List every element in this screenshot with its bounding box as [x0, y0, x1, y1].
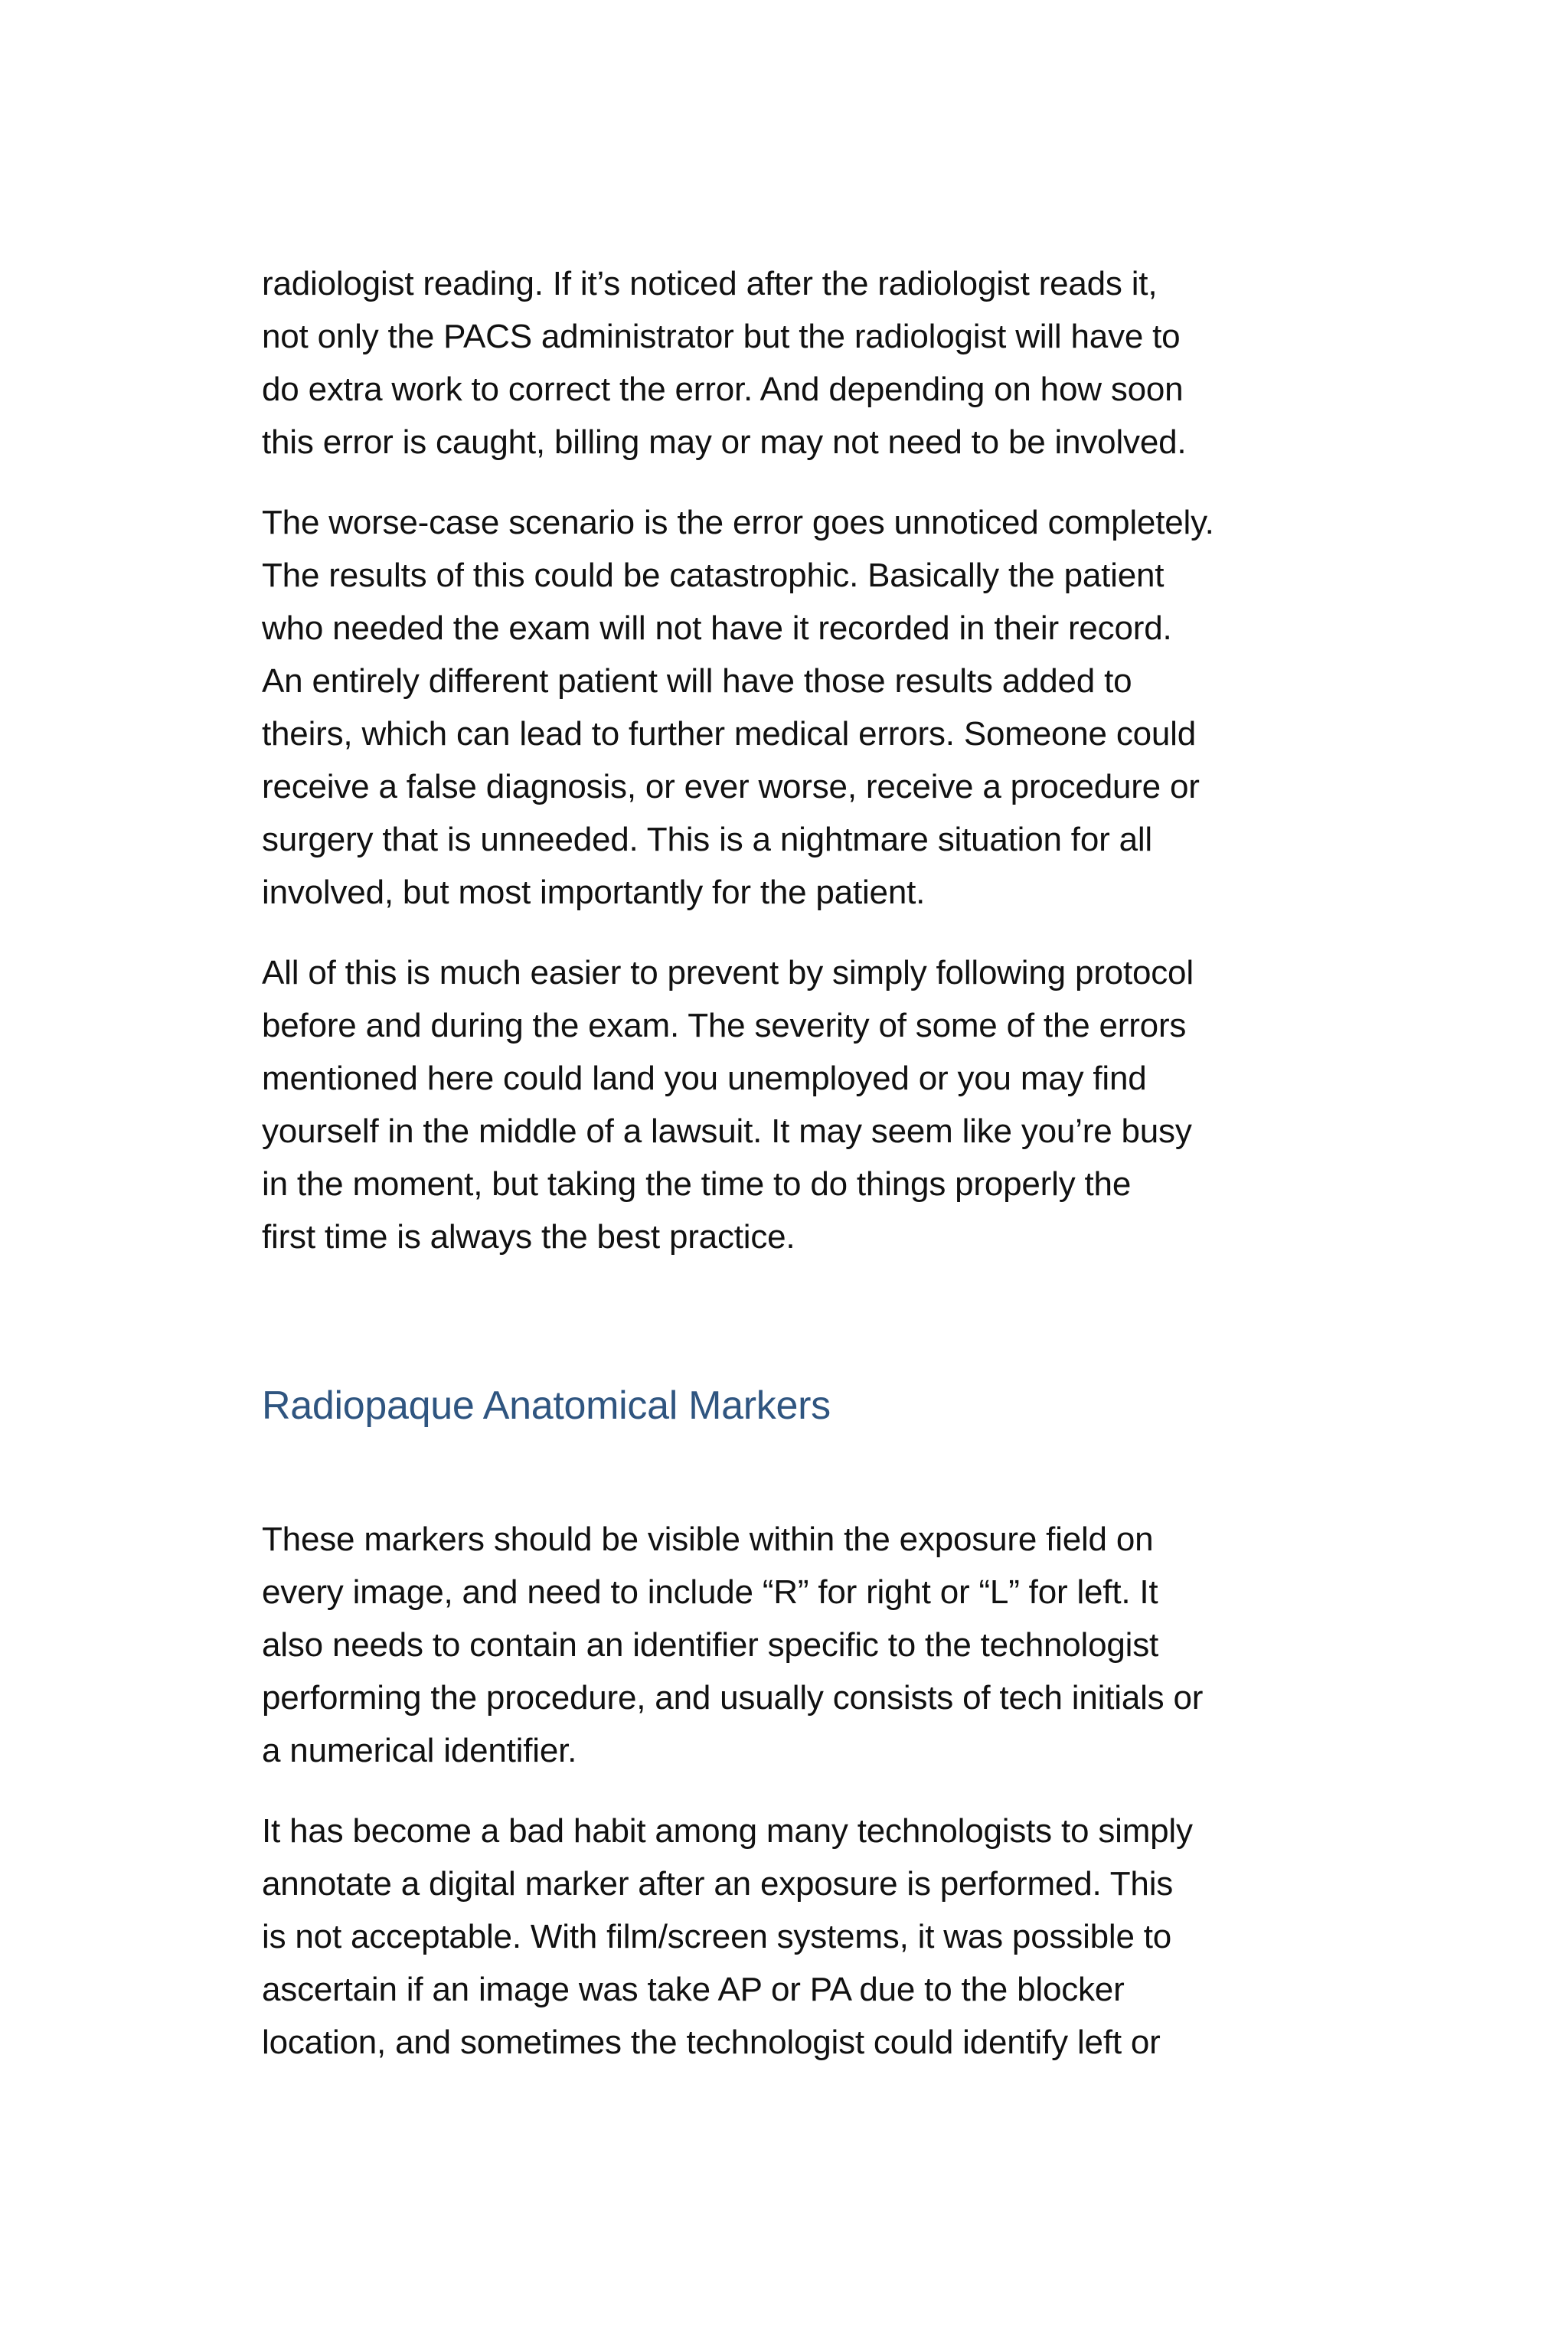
paragraph: The worse-case scenario is the error goes unnoticed completely. The results of this could be catastrophic. Basically the patient who needed the exam will not have it recorded in their record. An entirely different patient will have those results added to theirs, which can lead to further medical errors. Someone could receive a false diagnosis, or ever worse, receive a procedure or surgery that is unneeded. This is a nightmare situation for all involved, but most importantly for the patient. [262, 504, 1214, 911]
intro-text [262, 257, 1318, 1263]
paragraph: All of this is much easier to prevent by simply following protocol before and during the exam. The severity of some of the errors mentioned here could land you unemployed or you may find yourself in the middle of a lawsuit. It may seem like you’re busy in the moment, but taking the time to do things properly the first time is always the best practice. [262, 954, 1194, 1256]
section-body [262, 1513, 1318, 2069]
paragraph: These markers should be visible within the exposure field on every image, and need to include “R” for right or “L” for left. It also needs to contain an identifier specific to the technologist performing the procedure, and usually consists of tech initials or a numerical identifier. [262, 1521, 1204, 1769]
paragraph: radiologist reading. If it’s noticed after the radiologist reads it, not only the PACS administrator but the radiologist will have to do extra work to correct the error. And depending on how soon this error is caught, billing may or may not need to be involved. [262, 265, 1187, 461]
section-heading: Radiopaque Anatomical Markers [262, 1383, 831, 1428]
section-radiopaque-markers [262, 1381, 1318, 2069]
paragraph: It has become a bad habit among many technologists to simply annotate a digital marker after an exposure is performed. This is not acceptable. With film/screen systems, it was possible to ascertain if an image was take AP or PA due to the blocker location, and sometimes the technologist could identify left or [262, 1812, 1193, 2061]
